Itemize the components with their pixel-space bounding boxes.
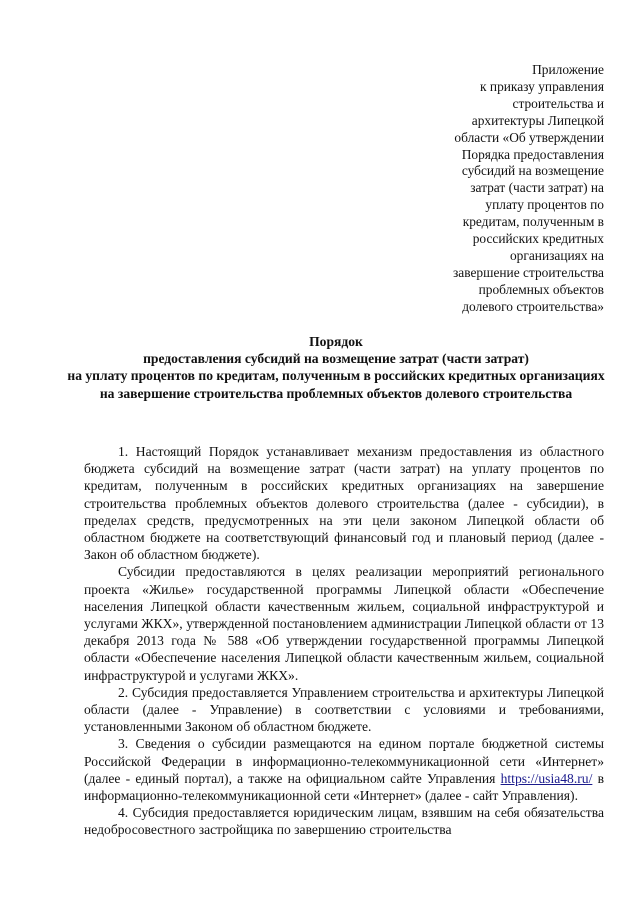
- paragraph-5: 4. Субсидия предоставляется юридическим лицам, взявшим на себя обязательства недобросовестного застройщика по завершению строительства: [84, 805, 604, 838]
- title-line-3: на уплату процентов по кредитам, полученным в российских кредитных организациях на завершение строительства проблемных объектов долевого строительства: [67, 368, 605, 401]
- title-line-1: Порядок: [309, 334, 363, 349]
- website-link[interactable]: https://usia48.ru/: [500, 770, 593, 786]
- paragraph-4-text-start: 3. Сведения о субсидии размещаются на едином портале бюджетной системы Российской Федерации в информационно-телекоммуникационной сети «Интернет» (далее - единый портал), а также на официальном сайте Управления: [84, 736, 604, 786]
- document-body: [84, 443, 604, 839]
- title-line-2: предоставления субсидий на возмещение затрат (части затрат): [143, 351, 529, 367]
- paragraph-4-text-end: в информационно-телекоммуникационной сети «Интернет» (далее - сайт Управления).: [84, 770, 604, 804]
- paragraph-2: Субсидии предоставляются в целях реализации мероприятий регионального проекта «Жилье» государственной программы Липецкой области «Обеспечение населения Липецкой области качественным жильем, социальной инфраструктурой и услугами ЖКХ», утвержденной постановлением администрации Липецкой области от 13 декабря 2013 года № 588 «Об утверждении государственной программы Липецкой области «Обеспечение населения Липецкой области качественным жильем, социальной инфраструктурой и услугами ЖКХ».: [84, 564, 604, 683]
- paragraph-1: 1. Настоящий Порядок устанавливает механизм предоставления из областного бюджета субсидий на возмещение затрат (части затрат) на уплату процентов по кредитам, полученным в российских кредитных организациях на завершение строительства проблемных объектов долевого строительства (далее - субсидии), в пределах средств, предусмотренных на эти цели законом Липецкой области об областном бюджете на соответствующий финансовый год и плановый период (далее - Закон об областном бюджете).: [84, 444, 604, 563]
- appendix-block: Приложение к приказу управления строительства и архитектуры Липецкой области «Об утверждении Порядка предоставления субсидий на возмещение затрат (части затрат) на уплату процентов по кредитам, полученным в российских кредитных организациях на завершение строительства проблемных объектов долевого строительства»: [453, 62, 604, 314]
- paragraph-3: 2. Субсидия предоставляется Управлением строительства и архитектуры Липецкой области (далее - Управление) в соответствии с условиями и требованиями, установленными Законом об областном бюджете.: [84, 684, 604, 735]
- document-title: [62, 333, 610, 402]
- paragraph-4: [84, 735, 604, 804]
